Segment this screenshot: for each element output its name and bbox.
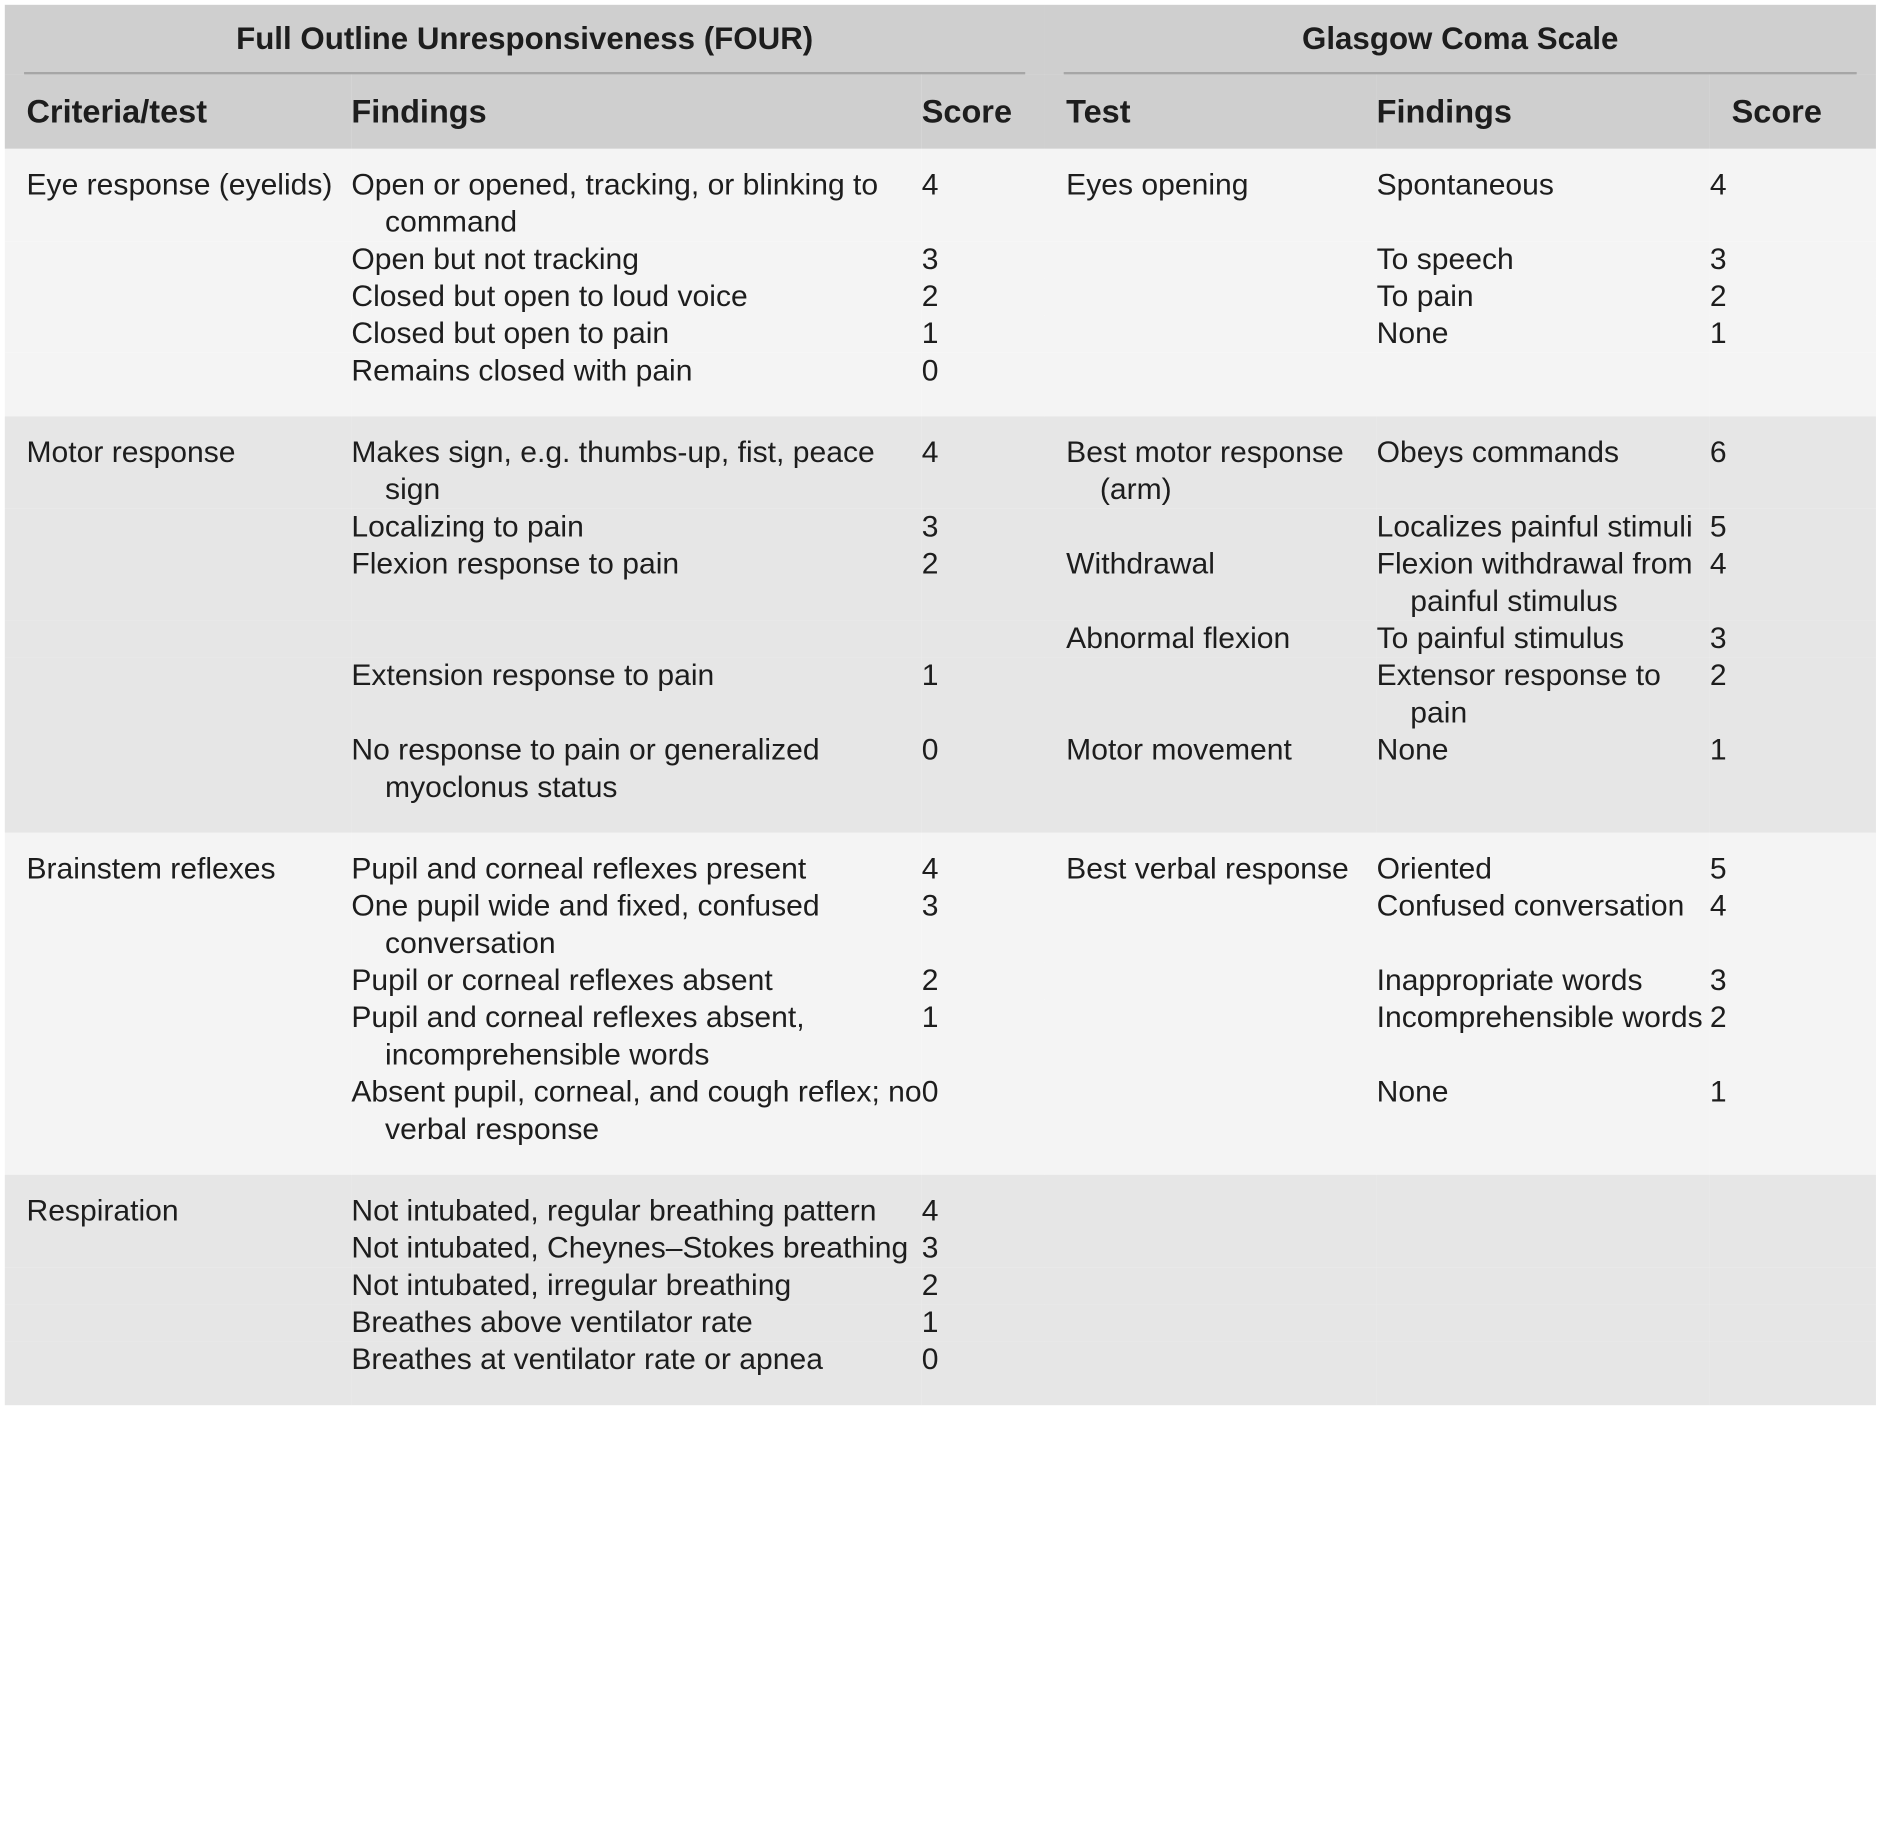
four-findings-cell (351, 1304, 921, 1341)
four-criteria-cell (5, 353, 352, 417)
gcs-score-cell (1710, 1342, 1876, 1406)
four-score-cell (922, 1342, 1045, 1406)
gcs-findings-cell (1377, 620, 1710, 657)
four-title: Full Outline Unresponsiveness (FOUR) (24, 5, 1025, 75)
four-findings-cell (351, 833, 921, 888)
coma-scale-comparison-table (5, 5, 1876, 1405)
gcs-score-cell (1710, 278, 1876, 315)
gcs-score-text: 6 (1709, 435, 1727, 470)
gcs-test-cell (1045, 833, 1377, 888)
gcs-score-text: 5 (1709, 510, 1727, 544)
gcs-findings-cell (1377, 509, 1710, 546)
four-criteria-cell (5, 1267, 352, 1304)
four-findings-cell (351, 353, 921, 417)
gcs-score-text: 4 (1709, 168, 1727, 202)
gcs-test-cell (1045, 658, 1377, 732)
four-score-cell (922, 658, 1045, 732)
gcs-score-cell (1710, 1304, 1876, 1341)
four-score-cell (922, 546, 1045, 620)
table-row (5, 416, 1876, 508)
gcs-test-text: Best motor response (arm) (1066, 435, 1344, 507)
gcs-findings-text: Spontaneous (1376, 168, 1554, 202)
table-row (5, 278, 1876, 315)
four-findings-cell (351, 416, 921, 508)
four-score-cell (922, 1267, 1045, 1304)
gcs-findings-text: To painful stimulus (1376, 621, 1625, 656)
gcs-test-cell (1045, 732, 1377, 833)
gcs-score-cell (1710, 546, 1876, 620)
four-findings-text: Breathes at ventilator rate or apnea (351, 1342, 823, 1377)
four-score-text: 2 (921, 963, 939, 998)
table-body (5, 149, 1876, 1405)
table-row (5, 353, 1876, 417)
four-criteria-cell (5, 1175, 352, 1230)
gcs-test-cell (1045, 1230, 1377, 1267)
gcs-test-text: Eyes opening (1066, 168, 1249, 202)
table-row (5, 833, 1876, 888)
gcs-score-cell (1710, 149, 1876, 241)
four-findings-cell (351, 962, 921, 999)
four-criteria-cell (5, 278, 352, 315)
four-score-cell (922, 278, 1045, 315)
gcs-findings-cell (1377, 1230, 1710, 1267)
four-findings-cell (351, 278, 921, 315)
gcs-test-cell (1045, 509, 1377, 546)
four-score-text: 2 (921, 1268, 939, 1302)
gcs-test-text: Withdrawal (1066, 547, 1215, 581)
four-criteria-cell (5, 620, 352, 657)
table-row (5, 149, 1876, 241)
gcs-score-cell (1710, 620, 1876, 657)
gcs-findings-cell (1377, 1000, 1710, 1074)
four-score-text: 4 (921, 852, 939, 886)
four-findings-cell (351, 149, 921, 241)
gcs-score-text: 1 (1709, 316, 1727, 351)
gcs-findings-cell (1377, 241, 1710, 278)
four-score-cell (922, 509, 1045, 546)
four-criteria-cell (5, 658, 352, 732)
four-findings-text: Pupil and corneal reflexes absent, incomprehensible words (351, 1000, 805, 1072)
four-score-text: 1 (921, 658, 939, 693)
four-criteria-text: Motor response (26, 435, 236, 470)
table-row (5, 962, 1876, 999)
four-score-text: 0 (921, 733, 939, 767)
gcs-score-cell (1710, 658, 1876, 732)
table-row (5, 1175, 1876, 1230)
four-findings-text: No response to pain or generalized myoclonus status (351, 733, 820, 805)
table-row (5, 1000, 1876, 1074)
four-findings-cell (351, 1230, 921, 1267)
four-criteria-cell (5, 1000, 352, 1074)
gcs-test-cell (1045, 546, 1377, 620)
gcs-score-cell (1710, 1000, 1876, 1074)
four-criteria-cell (5, 241, 352, 278)
gcs-findings-cell (1377, 353, 1710, 417)
four-criteria-cell (5, 509, 352, 546)
gcs-score-cell (1710, 1230, 1876, 1267)
gcs-score-cell (1710, 732, 1876, 833)
gcs-score-cell (1710, 416, 1876, 508)
four-score-text: 4 (921, 168, 939, 202)
four-findings-text: Pupil and corneal reflexes present (351, 852, 807, 886)
gcs-findings-cell (1377, 1304, 1710, 1341)
gcs-findings-text: Flexion withdrawal from painful stimulus (1376, 547, 1693, 618)
four-findings-cell (351, 1342, 921, 1406)
gcs-findings-cell (1377, 888, 1710, 962)
four-score-text: 1 (921, 1305, 939, 1340)
table-row (5, 1267, 1876, 1304)
four-findings-header: Findings (351, 74, 921, 148)
four-findings-cell (351, 316, 921, 353)
gcs-score-text: 2 (1709, 279, 1727, 314)
four-score-text: 0 (921, 1075, 939, 1109)
gcs-findings-cell (1377, 833, 1710, 888)
gcs-score-text: 3 (1709, 963, 1727, 998)
four-score-cell (922, 1230, 1045, 1267)
gcs-title-cell (1045, 5, 1876, 75)
gcs-findings-text: To pain (1376, 279, 1474, 314)
gcs-findings-cell (1377, 1074, 1710, 1175)
gcs-test-cell (1045, 241, 1377, 278)
four-findings-cell (351, 546, 921, 620)
gcs-findings-cell (1377, 278, 1710, 315)
four-findings-cell (351, 1267, 921, 1304)
table-row (5, 241, 1876, 278)
table-row (5, 658, 1876, 732)
gcs-test-text: Best verbal response (1066, 852, 1349, 886)
gcs-findings-text: Extensor response to pain (1376, 658, 1661, 730)
table-row (5, 888, 1876, 962)
gcs-title: Glasgow Coma Scale (1064, 5, 1857, 75)
gcs-findings-header: Findings (1377, 74, 1710, 148)
four-criteria-cell (5, 149, 352, 241)
four-criteria-text: Eye response (eyelids) (26, 168, 333, 202)
gcs-test-cell (1045, 1304, 1377, 1341)
gcs-test-cell (1045, 416, 1377, 508)
table-row (5, 509, 1876, 546)
four-score-text: 0 (921, 1342, 939, 1377)
four-criteria-text: Respiration (26, 1194, 179, 1228)
four-findings-cell (351, 1175, 921, 1230)
four-criteria-cell (5, 1230, 352, 1267)
gcs-score-header: Score (1710, 74, 1876, 148)
gcs-score-cell (1710, 1074, 1876, 1175)
gcs-score-text: 1 (1709, 733, 1727, 767)
gcs-findings-text: Confused conversation (1376, 889, 1685, 923)
gcs-test-cell (1045, 1000, 1377, 1074)
four-findings-text: Remains closed with pain (351, 354, 693, 388)
gcs-test-cell (1045, 620, 1377, 657)
four-criteria-cell (5, 546, 352, 620)
gcs-score-text: 2 (1709, 1000, 1727, 1035)
gcs-score-text: 4 (1709, 889, 1727, 923)
four-title-cell (5, 5, 1045, 75)
gcs-score-cell (1710, 833, 1876, 888)
four-score-cell (922, 241, 1045, 278)
four-score-cell (922, 1074, 1045, 1175)
four-findings-text: One pupil wide and fixed, confused conversation (351, 889, 820, 961)
gcs-findings-text: None (1376, 1075, 1449, 1109)
four-score-cell (922, 1304, 1045, 1341)
four-score-cell (922, 1000, 1045, 1074)
gcs-findings-cell (1377, 316, 1710, 353)
four-criteria-cell (5, 1304, 352, 1341)
gcs-findings-cell (1377, 732, 1710, 833)
four-score-cell (922, 888, 1045, 962)
four-findings-cell (351, 1074, 921, 1175)
gcs-findings-cell (1377, 658, 1710, 732)
four-criteria-cell (5, 416, 352, 508)
table-row (5, 1074, 1876, 1175)
four-score-text: 1 (921, 316, 939, 351)
four-findings-text: Closed but open to pain (351, 316, 670, 351)
gcs-findings-text: Localizes painful stimuli (1376, 510, 1693, 544)
four-findings-text: Extension response to pain (351, 658, 715, 693)
four-findings-text: Pupil or corneal reflexes absent (351, 963, 773, 998)
four-findings-text: Flexion response to pain (351, 547, 680, 581)
gcs-findings-text: Oriented (1376, 852, 1492, 886)
gcs-findings-text: Incomprehensible words (1376, 1000, 1703, 1035)
gcs-test-cell (1045, 888, 1377, 962)
four-score-text: 4 (921, 1194, 939, 1228)
table-row (5, 1304, 1876, 1341)
four-score-text: 3 (921, 1231, 939, 1265)
gcs-score-cell (1710, 1175, 1876, 1230)
four-score-cell (922, 353, 1045, 417)
gcs-test-cell (1045, 1342, 1377, 1406)
four-findings-cell (351, 509, 921, 546)
gcs-findings-text: None (1376, 733, 1449, 767)
gcs-score-text: 2 (1709, 658, 1727, 693)
gcs-score-cell (1710, 888, 1876, 962)
four-criteria-cell (5, 833, 352, 888)
gcs-test-cell (1045, 1074, 1377, 1175)
four-criteria-cell (5, 888, 352, 962)
gcs-findings-cell (1377, 1267, 1710, 1304)
four-findings-text: Localizing to pain (351, 510, 584, 544)
gcs-test-header: Test (1045, 74, 1377, 148)
four-score-text: 3 (921, 510, 939, 544)
four-findings-text: Open but not tracking (351, 242, 640, 276)
four-findings-cell (351, 658, 921, 732)
gcs-score-cell (1710, 962, 1876, 999)
gcs-test-cell (1045, 353, 1377, 417)
gcs-findings-text: To speech (1376, 242, 1514, 276)
four-findings-text: Not intubated, regular breathing pattern (351, 1194, 877, 1228)
gcs-score-cell (1710, 316, 1876, 353)
four-findings-text: Not intubated, Cheynes–Stokes breathing (351, 1231, 909, 1265)
gcs-test-cell (1045, 962, 1377, 999)
four-criteria-cell (5, 316, 352, 353)
four-score-cell (922, 620, 1045, 657)
four-findings-text: Open or opened, tracking, or blinking to command (351, 168, 879, 239)
table-row (5, 316, 1876, 353)
four-score-text: 4 (921, 435, 939, 470)
four-score-text: 2 (921, 279, 939, 314)
four-criteria-cell (5, 962, 352, 999)
gcs-findings-text: Inappropriate words (1376, 963, 1643, 998)
four-score-cell (922, 1175, 1045, 1230)
table-row (5, 1230, 1876, 1267)
gcs-findings-text: None (1376, 316, 1449, 351)
gcs-score-text: 5 (1709, 852, 1727, 886)
group-header-row (5, 5, 1876, 75)
four-score-text: 3 (921, 242, 939, 276)
gcs-score-cell (1710, 241, 1876, 278)
gcs-findings-cell (1377, 546, 1710, 620)
four-findings-cell (351, 241, 921, 278)
gcs-score-cell (1710, 509, 1876, 546)
four-score-text: 0 (921, 354, 939, 388)
gcs-score-cell (1710, 353, 1876, 417)
four-score-header: Score (922, 74, 1045, 148)
gcs-findings-cell (1377, 1342, 1710, 1406)
four-score-cell (922, 833, 1045, 888)
gcs-findings-cell (1377, 962, 1710, 999)
table-row (5, 1342, 1876, 1406)
four-criteria-cell (5, 732, 352, 833)
gcs-findings-text: Obeys commands (1376, 435, 1620, 470)
gcs-findings-cell (1377, 416, 1710, 508)
four-criteria-cell (5, 1074, 352, 1175)
gcs-test-cell (1045, 316, 1377, 353)
four-findings-text: Makes sign, e.g. thumbs-up, fist, peace sign (351, 435, 875, 507)
column-header-row (5, 74, 1876, 148)
four-score-text: 1 (921, 1000, 939, 1035)
four-score-text: 3 (921, 889, 939, 923)
gcs-test-text: Motor movement (1066, 733, 1292, 767)
four-criteria-cell (5, 1342, 352, 1406)
four-findings-text: Not intubated, irregular breathing (351, 1268, 792, 1302)
four-score-cell (922, 316, 1045, 353)
four-findings-cell (351, 1000, 921, 1074)
four-criteria-header: Criteria/test (5, 74, 352, 148)
four-findings-cell (351, 888, 921, 962)
gcs-score-text: 1 (1709, 1075, 1727, 1109)
gcs-findings-cell (1377, 149, 1710, 241)
gcs-score-text: 3 (1709, 621, 1727, 656)
table-row (5, 546, 1876, 620)
four-score-cell (922, 149, 1045, 241)
four-findings-cell (351, 620, 921, 657)
gcs-score-cell (1710, 1267, 1876, 1304)
gcs-score-text: 4 (1709, 547, 1727, 581)
gcs-test-cell (1045, 1175, 1377, 1230)
four-findings-cell (351, 732, 921, 833)
four-findings-text: Breathes above ventilator rate (351, 1305, 753, 1340)
four-score-cell (922, 962, 1045, 999)
gcs-test-text: Abnormal flexion (1066, 621, 1291, 656)
table-row (5, 732, 1876, 833)
four-score-cell (922, 732, 1045, 833)
gcs-findings-cell (1377, 1175, 1710, 1230)
four-findings-text: Closed but open to loud voice (351, 279, 748, 314)
four-score-cell (922, 416, 1045, 508)
gcs-test-cell (1045, 278, 1377, 315)
gcs-test-cell (1045, 1267, 1377, 1304)
gcs-test-cell (1045, 149, 1377, 241)
four-score-text: 2 (921, 547, 939, 581)
gcs-score-text: 3 (1709, 242, 1727, 276)
table-row (5, 620, 1876, 657)
four-criteria-text: Brainstem reflexes (26, 852, 276, 886)
four-findings-text: Absent pupil, corneal, and cough reflex; no verbal response (351, 1075, 922, 1146)
